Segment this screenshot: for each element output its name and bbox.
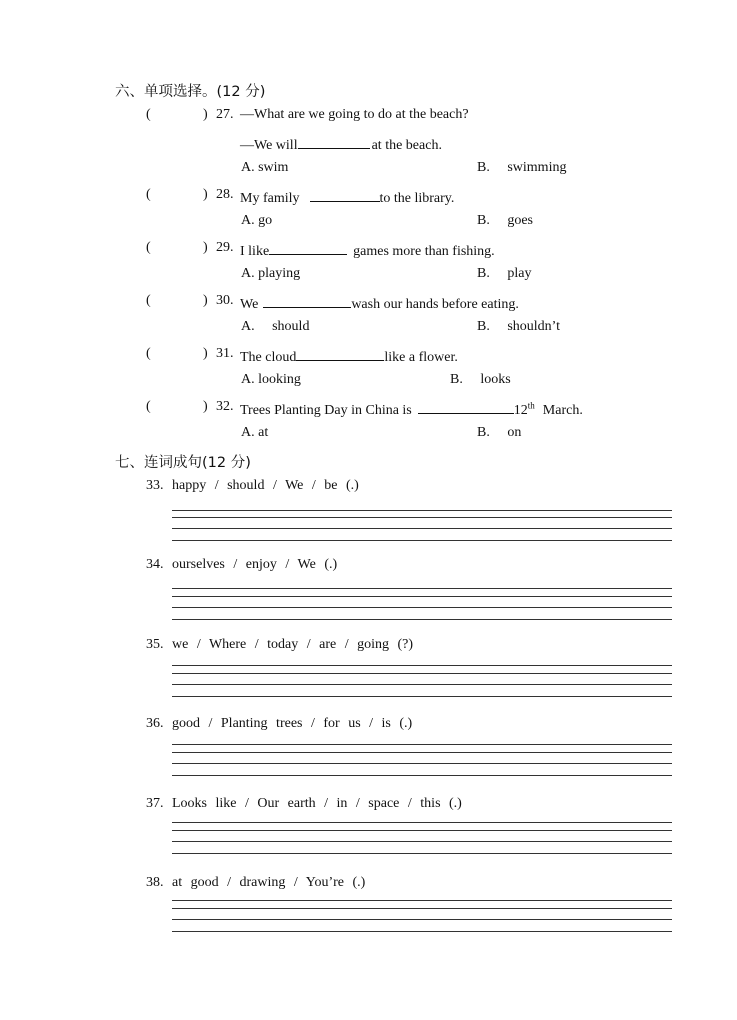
writing-line[interactable] (172, 853, 672, 854)
question-number: 29. (216, 240, 234, 255)
answer-paren-open: ( (146, 240, 151, 255)
writing-line[interactable] (172, 919, 672, 920)
answer-blank (418, 399, 514, 414)
stem-post: games more than fishing. (353, 244, 495, 259)
stem-pre: I like (240, 244, 270, 259)
date-day: 12 (513, 403, 528, 418)
section7-title: 七、连词成句(12 分) (115, 455, 251, 471)
date-suffix: th (527, 400, 535, 411)
option-b: B. shouldn’t (477, 319, 560, 334)
question-number: 27. (216, 107, 234, 122)
stem-post: like a flower. (384, 350, 458, 365)
answer-blank (263, 293, 351, 308)
question-stem (240, 399, 583, 419)
option-b: B. looks (450, 372, 511, 387)
stem-post: at the beach. (371, 138, 442, 153)
question-stem (240, 346, 458, 366)
answer-paren-open: ( (146, 293, 151, 308)
stem-pre: Trees Planting Day in China is (240, 403, 412, 418)
answer-paren-close: ) (203, 399, 208, 414)
stem-pre: —We will (240, 138, 298, 153)
word-prompt: 33. happy / should / We / be (.) (146, 478, 359, 493)
word-prompt: 36. good / Planting trees / for us / is (.) (146, 716, 413, 731)
option-a: A. go (241, 213, 273, 228)
question-number: 30. (216, 293, 234, 308)
answer-paren-open: ( (146, 107, 151, 122)
word-prompt: 37. Looks like / Our earth / in / space / this (.) (146, 796, 462, 811)
writing-line[interactable] (172, 830, 672, 831)
writing-line[interactable] (172, 517, 672, 518)
answer-blank (310, 187, 380, 202)
writing-line[interactable] (172, 665, 672, 666)
question-stem-line2 (240, 134, 442, 154)
answer-paren-open: ( (146, 399, 151, 414)
option-a: A. at (241, 425, 269, 440)
stem-post: wash our hands before eating. (351, 297, 519, 312)
answer-paren-open: ( (146, 187, 151, 202)
writing-line[interactable] (172, 822, 672, 823)
writing-line[interactable] (172, 763, 672, 764)
question-number: 28. (216, 187, 234, 202)
option-a: A. swim (241, 160, 289, 175)
option-a: A. looking (241, 372, 301, 387)
answer-paren-close: ) (203, 107, 208, 122)
word-prompt: 35. we / Where / today / are / going (?) (146, 637, 414, 652)
stem-post: March. (542, 403, 583, 418)
option-b: B. on (477, 425, 522, 440)
word-prompt: 38. at good / drawing / You’re (.) (146, 875, 366, 890)
writing-line[interactable] (172, 900, 672, 901)
option-b: B. play (477, 266, 532, 281)
word-prompt: 34. ourselves / enjoy / We (.) (146, 557, 338, 572)
writing-line[interactable] (172, 744, 672, 745)
section6-title: 六、单项选择。(12 分) (115, 84, 266, 100)
writing-line[interactable] (172, 510, 672, 511)
writing-line[interactable] (172, 841, 672, 842)
writing-line[interactable] (172, 596, 672, 597)
question-stem (240, 240, 495, 260)
writing-line[interactable] (172, 696, 672, 697)
stem-pre: The cloud (240, 350, 297, 365)
stem-pre: We (240, 297, 259, 312)
option-a: A. should (241, 319, 310, 334)
writing-line[interactable] (172, 540, 672, 541)
writing-line[interactable] (172, 619, 672, 620)
option-b: B. swimming (477, 160, 567, 175)
writing-line[interactable] (172, 931, 672, 932)
answer-blank (298, 134, 370, 149)
writing-line[interactable] (172, 673, 672, 674)
writing-line[interactable] (172, 752, 672, 753)
question-number: 32. (216, 399, 234, 414)
stem-pre: My family (240, 191, 300, 206)
answer-blank (296, 346, 384, 361)
answer-blank (269, 240, 347, 255)
question-stem: —What are we going to do at the beach? (240, 107, 469, 122)
answer-paren-close: ) (203, 293, 208, 308)
answer-paren-close: ) (203, 240, 208, 255)
writing-line[interactable] (172, 908, 672, 909)
answer-paren-close: ) (203, 187, 208, 202)
writing-line[interactable] (172, 775, 672, 776)
question-stem (240, 187, 454, 207)
writing-line[interactable] (172, 588, 672, 589)
writing-line[interactable] (172, 528, 672, 529)
option-a: A. playing (241, 266, 301, 281)
answer-paren-close: ) (203, 346, 208, 361)
question-stem (240, 293, 519, 313)
answer-paren-open: ( (146, 346, 151, 361)
question-number: 31. (216, 346, 234, 361)
writing-line[interactable] (172, 607, 672, 608)
option-b: B. goes (477, 213, 533, 228)
writing-line[interactable] (172, 684, 672, 685)
stem-post: to the library. (379, 191, 455, 206)
